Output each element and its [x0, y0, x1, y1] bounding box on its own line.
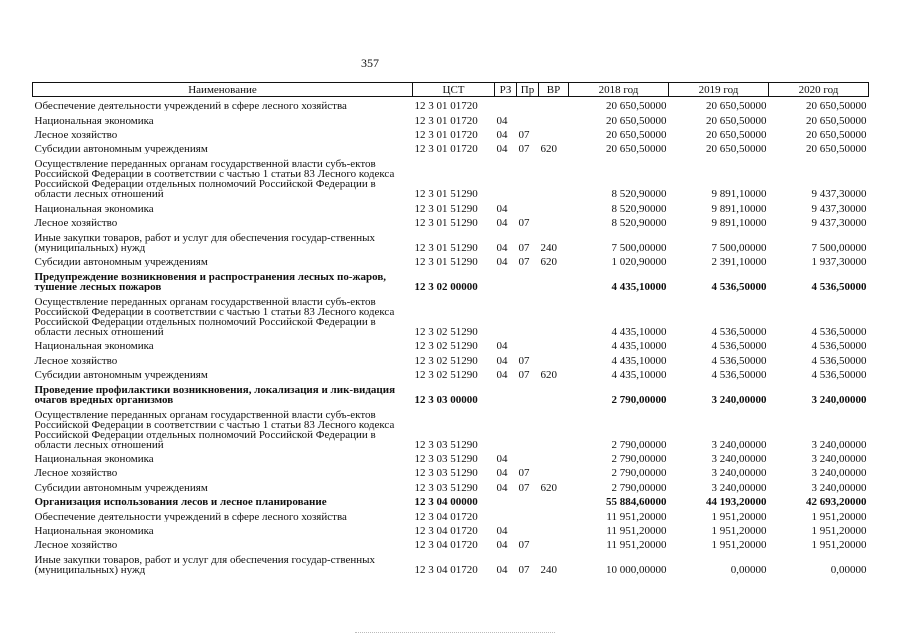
cell-name: Национальная экономика [34, 452, 154, 464]
cell-name: Субсидии автономным учреждениям [34, 368, 208, 380]
cell-pr [517, 522, 539, 536]
cell-y2019: 9 891,10000 [711, 217, 767, 229]
cell-y2020: 1 951,20000 [811, 539, 867, 551]
cell-name: Национальная экономика [34, 114, 154, 126]
table-row [33, 111, 869, 125]
cell-y2018: 2 790,00000 [611, 481, 667, 493]
table-row [33, 450, 869, 464]
cell-pr [517, 337, 539, 351]
table-row [33, 253, 869, 267]
cell-y2018: 8 520,90000 [611, 217, 667, 229]
cell-name: Субсидии автономным учреждениям [34, 481, 208, 493]
header-name: Наименование [33, 83, 413, 97]
cell-name: Лесное хозяйство [34, 354, 118, 366]
cell-y2019: 3 240,00000 [711, 467, 767, 479]
cell-cst: 12 3 02 51290 [414, 325, 478, 337]
cell-y2020: 1 951,20000 [811, 524, 867, 536]
cell-y2019: 4 536,50000 [711, 325, 767, 337]
table-row [33, 507, 869, 521]
table-row [33, 228, 869, 253]
cell-pr: 07 [518, 467, 530, 479]
cell-y2020: 20 650,50000 [806, 129, 867, 141]
cell-vr [539, 214, 569, 228]
cell-cst: 12 3 02 51290 [414, 354, 478, 366]
cell-rz: 04 [496, 524, 508, 536]
cell-y2020: 1 937,30000 [811, 256, 867, 268]
cell-pr [517, 493, 539, 507]
cell-y2019: 3 240,00000 [711, 438, 767, 450]
cell-y2018: 4 435,10000 [611, 368, 667, 380]
cell-vr [539, 154, 569, 199]
cell-y2018: 8 520,90000 [611, 202, 667, 214]
cell-rz: 04 [496, 354, 508, 366]
cell-cst: 12 3 03 51290 [414, 467, 478, 479]
cell-vr: 620 [540, 143, 557, 155]
cell-vr [539, 507, 569, 521]
cell-vr [539, 199, 569, 213]
table-row [33, 536, 869, 550]
cell-pr [517, 507, 539, 521]
cell-name: Предупреждение возникновения и распространения лесных по-жаров, тушение лесных пожаров [34, 270, 387, 292]
cell-vr [539, 536, 569, 550]
cell-y2018: 20 650,50000 [606, 114, 667, 126]
cell-y2020: 4 536,50000 [811, 280, 867, 292]
header-2018: 2018 год [569, 83, 669, 97]
cell-y2020: 20 650,50000 [806, 143, 867, 155]
cell-y2019: 20 650,50000 [706, 100, 767, 112]
cell-y2019: 3 240,00000 [711, 393, 767, 405]
header-2019: 2019 год [669, 83, 769, 97]
cell-y2020: 20 650,50000 [806, 100, 867, 112]
cell-cst: 12 3 01 01720 [414, 100, 478, 112]
page-number: 357 [361, 56, 379, 70]
cell-pr: 07 [518, 143, 530, 155]
cell-name: Осуществление переданных органам государственной власти субъ-ектов Российской Федерации в соответствии с частью 1 статьи 83 Лесного кодекса Российской Федерации отдельных полномочий Российской Федерации в области лесных отношений [34, 295, 395, 337]
cell-vr [539, 380, 569, 405]
cell-cst: 12 3 04 01720 [414, 563, 478, 575]
cell-y2020: 9 437,30000 [811, 217, 867, 229]
cell-rz: 04 [496, 563, 508, 575]
cell-rz: 04 [496, 217, 508, 229]
cell-name: Национальная экономика [34, 340, 154, 352]
cell-y2018: 2 790,00000 [611, 452, 667, 464]
cell-rz [495, 493, 517, 507]
header-pr: Пр [517, 83, 539, 97]
cell-name: Субсидии автономным учреждениям [34, 143, 208, 155]
cell-rz: 04 [496, 340, 508, 352]
cell-pr: 07 [518, 539, 530, 551]
cell-rz: 04 [496, 114, 508, 126]
cell-vr [539, 337, 569, 351]
cell-name: Лесное хозяйство [34, 539, 118, 551]
cell-rz: 04 [496, 368, 508, 380]
cell-y2020: 3 240,00000 [811, 467, 867, 479]
cell-y2018: 55 884,60000 [606, 496, 667, 508]
cell-y2019: 7 500,00000 [711, 241, 767, 253]
cell-y2020: 0,00000 [830, 563, 867, 575]
cell-cst: 12 3 04 00000 [414, 496, 478, 508]
table-row [33, 97, 869, 111]
cell-pr: 07 [518, 354, 530, 366]
cell-y2018: 4 435,10000 [611, 354, 667, 366]
cell-y2018: 4 435,10000 [611, 280, 667, 292]
cell-y2019: 1 951,20000 [711, 510, 767, 522]
cell-y2019: 20 650,50000 [706, 129, 767, 141]
cell-y2019: 4 536,50000 [711, 280, 767, 292]
cell-y2018: 11 951,20000 [606, 510, 667, 522]
cell-name: Обеспечение деятельности учреждений в сфере лесного хозяйства [34, 510, 347, 522]
cell-rz [495, 97, 517, 111]
cell-y2018: 4 435,10000 [611, 340, 667, 352]
cell-rz [495, 154, 517, 199]
cell-y2018: 10 000,00000 [606, 563, 667, 575]
cell-y2018: 7 500,00000 [611, 241, 667, 253]
cell-y2020: 4 536,50000 [811, 368, 867, 380]
cell-rz: 04 [496, 539, 508, 551]
cell-cst: 12 3 03 51290 [414, 452, 478, 464]
cell-y2019: 9 891,10000 [711, 188, 767, 200]
cell-rz: 04 [496, 129, 508, 141]
cell-cst: 12 3 02 51290 [414, 340, 478, 352]
table-row [33, 351, 869, 365]
cell-rz [495, 292, 517, 337]
cell-name: Лесное хозяйство [34, 129, 118, 141]
cell-vr [539, 292, 569, 337]
cell-name: Национальная экономика [34, 202, 154, 214]
table-row [33, 292, 869, 337]
cell-y2018: 20 650,50000 [606, 143, 667, 155]
cell-name: Национальная экономика [34, 524, 154, 536]
cell-vr: 620 [540, 256, 557, 268]
cell-vr: 620 [540, 481, 557, 493]
cell-y2020: 4 536,50000 [811, 325, 867, 337]
cell-name: Иные закупки товаров, работ и услуг для обеспечения государ-ственных (муниципальных) нужд [34, 553, 376, 575]
header-vr: ВР [539, 83, 569, 97]
cell-cst: 12 3 04 01720 [414, 524, 478, 536]
cell-vr [539, 522, 569, 536]
cell-vr [539, 351, 569, 365]
cell-y2020: 1 951,20000 [811, 510, 867, 522]
cell-y2019: 4 536,50000 [711, 354, 767, 366]
cell-vr [539, 405, 569, 450]
table-row [33, 337, 869, 351]
cell-cst: 12 3 02 51290 [414, 368, 478, 380]
cell-cst: 12 3 01 01720 [414, 143, 478, 155]
cell-rz: 04 [496, 143, 508, 155]
cell-rz [495, 405, 517, 450]
cell-rz: 04 [496, 241, 508, 253]
cell-pr: 07 [518, 368, 530, 380]
cell-cst: 12 3 01 01720 [414, 129, 478, 141]
cell-name: Проведение профилактики возникновения, локализация и лик-видация очагов вредных организмов [34, 383, 396, 405]
table-row [33, 126, 869, 140]
cell-name: Осуществление переданных органам государственной власти субъ-ектов Российской Федерации в соответствии с частью 1 статьи 83 Лесного кодекса Российской Федерации отдельных полномочий Российской Федерации в области лесных отношений [34, 158, 395, 200]
cell-y2019: 0,00000 [730, 563, 767, 575]
cell-y2018: 2 790,00000 [611, 393, 667, 405]
cell-y2019: 2 391,10000 [711, 256, 767, 268]
cell-cst: 12 3 01 51290 [414, 188, 478, 200]
cell-pr [517, 97, 539, 111]
cell-y2020: 3 240,00000 [811, 393, 867, 405]
cell-vr [539, 493, 569, 507]
cell-cst: 12 3 04 01720 [414, 539, 478, 551]
cell-y2018: 11 951,20000 [606, 539, 667, 551]
cell-y2019: 3 240,00000 [711, 452, 767, 464]
table-row [33, 493, 869, 507]
cell-rz [495, 380, 517, 405]
table-row [33, 405, 869, 450]
table-row [33, 550, 869, 575]
cell-pr [517, 450, 539, 464]
cell-name: Лесное хозяйство [34, 217, 118, 229]
cell-rz [495, 267, 517, 292]
cell-pr [517, 405, 539, 450]
cell-cst: 12 3 03 51290 [414, 438, 478, 450]
cell-pr [517, 111, 539, 125]
cell-y2019: 9 891,10000 [711, 202, 767, 214]
cell-rz: 04 [496, 452, 508, 464]
header-rz: РЗ [495, 83, 517, 97]
scan-artifact [355, 632, 555, 635]
table-row [33, 464, 869, 478]
cell-pr [517, 267, 539, 292]
cell-y2020: 20 650,50000 [806, 114, 867, 126]
cell-y2020: 3 240,00000 [811, 438, 867, 450]
cell-pr: 07 [518, 256, 530, 268]
cell-name: Иные закупки товаров, работ и услуг для обеспечения государ-ственных (муниципальных) нужд [34, 231, 376, 253]
table-header-row [33, 83, 869, 97]
table-row [33, 267, 869, 292]
table-row [33, 380, 869, 405]
cell-cst: 12 3 03 51290 [414, 481, 478, 493]
cell-pr [517, 292, 539, 337]
table-body [33, 97, 869, 575]
cell-cst: 12 3 01 51290 [414, 241, 478, 253]
cell-cst: 12 3 01 51290 [414, 217, 478, 229]
cell-y2020: 9 437,30000 [811, 188, 867, 200]
cell-name: Лесное хозяйство [34, 467, 118, 479]
cell-pr: 07 [518, 481, 530, 493]
table-row [33, 366, 869, 380]
cell-y2019: 1 951,20000 [711, 524, 767, 536]
cell-vr [539, 267, 569, 292]
cell-y2018: 20 650,50000 [606, 100, 667, 112]
table-row [33, 154, 869, 199]
cell-cst: 12 3 01 51290 [414, 256, 478, 268]
cell-y2020: 4 536,50000 [811, 354, 867, 366]
cell-vr: 240 [540, 241, 557, 253]
table-row [33, 214, 869, 228]
cell-name: Организация использования лесов и лесное планирование [34, 496, 327, 508]
cell-name: Обеспечение деятельности учреждений в сфере лесного хозяйства [34, 100, 347, 112]
cell-pr [517, 199, 539, 213]
cell-y2019: 20 650,50000 [706, 143, 767, 155]
cell-name: Осуществление переданных органам государственной власти субъ-ектов Российской Федерации в соответствии с частью 1 статьи 83 Лесного кодекса Российской Федерации отдельных полномочий Российской Федерации в области лесных отношений [34, 408, 395, 450]
cell-pr: 07 [518, 241, 530, 253]
cell-cst: 12 3 03 00000 [414, 393, 478, 405]
cell-y2019: 4 536,50000 [711, 368, 767, 380]
cell-y2018: 4 435,10000 [611, 325, 667, 337]
cell-cst: 12 3 02 00000 [414, 280, 478, 292]
cell-rz: 04 [496, 202, 508, 214]
cell-y2019: 3 240,00000 [711, 481, 767, 493]
table-row [33, 199, 869, 213]
table-row [33, 522, 869, 536]
cell-rz: 04 [496, 481, 508, 493]
cell-y2020: 3 240,00000 [811, 452, 867, 464]
cell-rz: 04 [496, 467, 508, 479]
cell-pr: 07 [518, 129, 530, 141]
cell-cst: 12 3 01 01720 [414, 114, 478, 126]
cell-y2020: 42 693,20000 [806, 496, 867, 508]
cell-pr [517, 380, 539, 405]
cell-rz: 04 [496, 256, 508, 268]
cell-y2018: 1 020,90000 [611, 256, 667, 268]
cell-y2019: 20 650,50000 [706, 114, 767, 126]
cell-pr [517, 154, 539, 199]
cell-y2018: 2 790,00000 [611, 467, 667, 479]
cell-vr [539, 450, 569, 464]
cell-pr: 07 [518, 563, 530, 575]
cell-y2020: 9 437,30000 [811, 202, 867, 214]
cell-vr [539, 126, 569, 140]
cell-pr: 07 [518, 217, 530, 229]
cell-vr: 240 [540, 563, 557, 575]
cell-cst: 12 3 01 51290 [414, 202, 478, 214]
cell-y2020: 7 500,00000 [811, 241, 867, 253]
cell-vr: 620 [540, 368, 557, 380]
table-row [33, 140, 869, 154]
cell-cst: 12 3 04 01720 [414, 510, 478, 522]
cell-rz [495, 507, 517, 521]
cell-y2019: 1 951,20000 [711, 539, 767, 551]
cell-vr [539, 464, 569, 478]
cell-y2018: 11 951,20000 [606, 524, 667, 536]
cell-vr [539, 111, 569, 125]
cell-y2018: 20 650,50000 [606, 129, 667, 141]
cell-name: Субсидии автономным учреждениям [34, 256, 208, 268]
cell-vr [539, 97, 569, 111]
budget-table [32, 82, 869, 575]
cell-y2018: 8 520,90000 [611, 188, 667, 200]
header-2020: 2020 год [769, 83, 869, 97]
cell-y2020: 3 240,00000 [811, 481, 867, 493]
cell-y2018: 2 790,00000 [611, 438, 667, 450]
cell-y2019: 4 536,50000 [711, 340, 767, 352]
table-row [33, 478, 869, 492]
cell-y2019: 44 193,20000 [706, 496, 767, 508]
header-cst: ЦСТ [413, 83, 495, 97]
cell-y2020: 4 536,50000 [811, 340, 867, 352]
